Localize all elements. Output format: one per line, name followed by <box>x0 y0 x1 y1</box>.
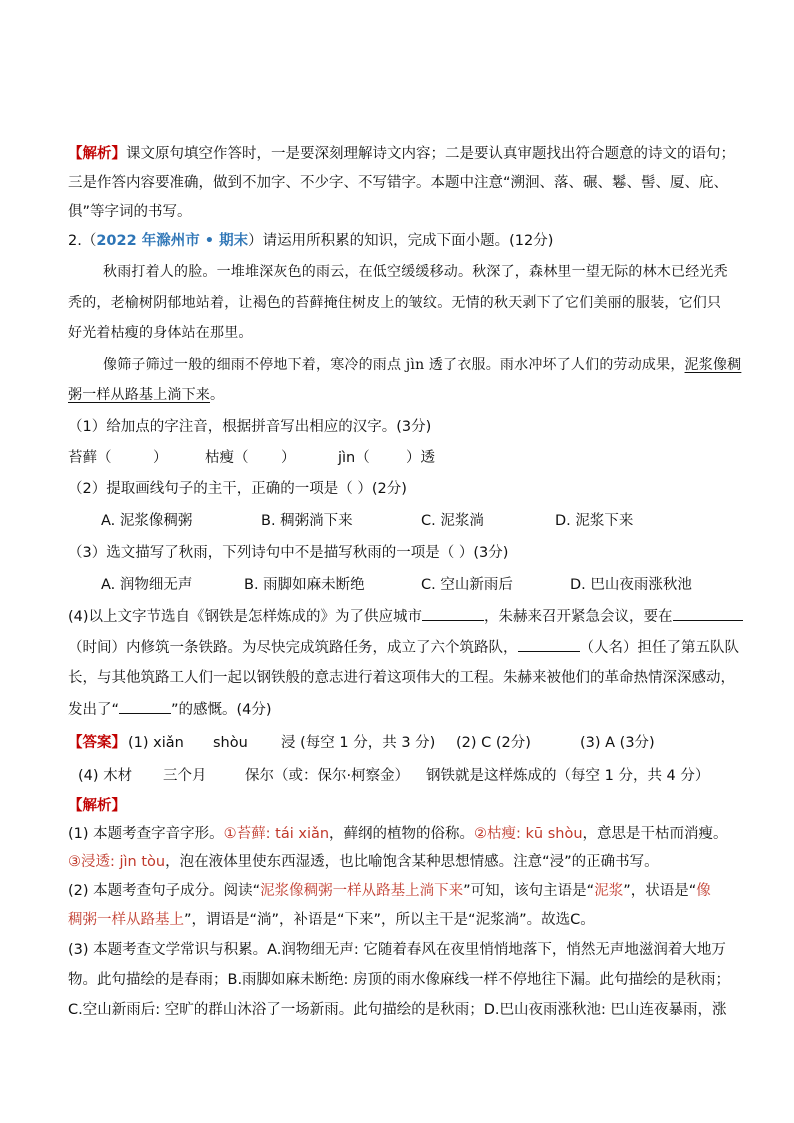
passage-line-1: 秋雨打着人的脸。一堆堆深灰色的雨云，在低空缓缓移动。秋深了，森林里一望无际的林木已经光秃 <box>103 264 728 280</box>
analysis-line-3 <box>68 881 728 901</box>
intro-line-3: 俱”等字词的书写。 <box>68 204 192 220</box>
q1-stem: （1）给加点的字注音，根据拼音写出相应的汉字。(3分) <box>68 419 432 435</box>
answer-4b: 三个月 <box>163 768 207 784</box>
analysis-1e: ，意思是干枯而消瘦。 <box>582 826 728 842</box>
passage-line-3: 好光着枯瘦的身体站在那里。 <box>68 325 253 341</box>
analysis-line-7: C.空山新雨后: 空旷的群山沐浴了一场新雨。此句描绘的是秋雨；D.巴山夜雨涨秋池: 巴山连夜暴雨，涨 <box>68 1002 727 1018</box>
analysis-tag-2: 【解析】 <box>68 798 126 814</box>
analysis-2a: (2) 本题考查句子成分。阅读“ <box>68 883 261 899</box>
answer-4d: 钢铁就是这样炼成的（每空 1 分，共 4 分） <box>426 768 710 784</box>
q1-word-1-close: ） <box>153 450 168 466</box>
analysis-2b: 泥浆像稠粥一样从路基上淌下来 <box>260 883 464 899</box>
passage-text: 像筛子筛过一般的细雨不停地下着，寒冷的雨点 jìn 透了衣服。雨水冲坏了人们的劳动成果， <box>103 357 685 373</box>
q3-option-d: D. 巴山夜雨涨秋池 <box>570 577 692 593</box>
answer-2: (2) C (2分) <box>456 735 531 751</box>
q4-text-2b: （人名）担任了第五队队 <box>579 640 739 656</box>
underlined-sentence-part-2: 粥一样从路基上淌下来 <box>68 387 210 403</box>
passage-end: 。 <box>210 387 225 403</box>
analysis-2d: 泥浆 <box>594 883 624 899</box>
question-header <box>68 231 728 251</box>
analysis-1d: ②枯瘦: kū shòu <box>474 826 583 842</box>
answer-1b: shòu <box>213 735 248 751</box>
q3-option-b: B. 雨脚如麻未断绝 <box>244 577 365 593</box>
analysis-1c: ，藓纲的植物的俗称。 <box>329 826 475 842</box>
q4-blank-time[interactable] <box>673 606 743 621</box>
q3-stem: （3）选文描写了秋雨，下列诗句中不是描写秋雨的一项是（ ）(3分) <box>68 545 509 561</box>
q3-option-c: C. 空山新雨后 <box>421 577 513 593</box>
answer-tag: 【答案】 <box>68 735 126 751</box>
question-number: 2.（ <box>68 233 97 249</box>
q1-word-3: jìn（ <box>338 450 370 466</box>
answer-3: (3) A (3分) <box>580 735 655 751</box>
passage-line-2: 秃的，老榆树阴郁地站着，让褐色的苔藓掩住树皮上的皱纹。无情的秋天剥下了它们美丽的服装，它们只 <box>68 295 722 311</box>
q4-line-2 <box>68 637 739 658</box>
analysis-line-4 <box>68 910 728 930</box>
q3-option-a: A. 润物细无声 <box>101 577 193 593</box>
question-prompt: ）请运用所积累的知识，完成下面小题。(12分) <box>248 233 554 249</box>
q4-text-2a: （时间）内修筑一条铁路。为尽快完成筑路任务，成立了六个筑路队， <box>68 640 518 656</box>
q4-line-3: 长，与其他筑路工人们一起以钢铁般的意志进行着这项伟大的工程。朱赫来被他们的革命热情深深感动， <box>68 670 735 686</box>
passage-line-5 <box>68 385 728 405</box>
q2-option-d: D. 泥浆下来 <box>555 513 634 529</box>
answer-4c: 保尔（或：保尔·柯察金） <box>245 768 410 784</box>
answer-1a: (1) xiǎn <box>128 735 184 751</box>
q2-option-b: B. 稠粥淌下来 <box>261 513 353 529</box>
intro-text-1: 课文原句填空作答时，一是要深刻理解诗文内容；二是要认真审题找出符合题意的诗文的语句； <box>126 146 735 162</box>
analysis-line-6: 物。此句描绘的是春雨；B.雨脚如麻未断绝: 房顶的雨水像麻线一样不停地往下漏。此句描绘的是秋雨； <box>68 972 731 988</box>
q4-blank-person[interactable] <box>518 637 580 652</box>
analysis-header <box>68 796 728 816</box>
q4-text-4a: 发出了“ <box>68 702 120 718</box>
q4-line-1 <box>68 606 728 627</box>
q1-word-2-close: ） <box>281 450 296 466</box>
analysis-2g: 稠粥一样从路基上 <box>68 912 184 928</box>
q1-word-1: 苔藓（ <box>68 450 112 466</box>
analysis-2f: 像 <box>696 883 711 899</box>
answer-1c: 浸 (每空 1 分，共 3 分) <box>281 735 436 751</box>
q4-text-1a: (4)以上文字节选自《钢铁是怎样炼成的》为了供应城市 <box>68 609 423 625</box>
intro-line-1 <box>68 144 735 164</box>
q4-text-4b: ”的感慨。(4分) <box>171 702 272 718</box>
analysis-1g: ，泡在液体里使东西湿透，也比喻饱含某种思想情感。注意“浸”的正确书写。 <box>165 854 659 870</box>
answer-4a: (4) 木材 <box>78 768 133 784</box>
q4-text-1b: ，朱赫来召开紧急会议，要在 <box>484 609 673 625</box>
q4-blank-quote[interactable] <box>119 699 171 714</box>
analysis-2c: ”可知，该句主语是“ <box>463 883 595 899</box>
underlined-sentence-part-1: 泥浆像稠 <box>684 357 742 373</box>
passage-line-4 <box>103 355 763 375</box>
analysis-1b: ①苔藓: tái xiǎn <box>223 826 330 842</box>
analysis-tag: 【解析】 <box>68 146 126 162</box>
q1-word-3-close: ）透 <box>406 450 435 466</box>
q2-option-a: A. 泥浆像稠粥 <box>101 513 193 529</box>
q4-line-4 <box>68 699 728 720</box>
q1-word-2: 枯瘦（ <box>205 450 249 466</box>
analysis-2h: ”，谓语是“淌”，补语是“下来”，所以主干是“泥浆淌”。故选C。 <box>184 912 595 928</box>
analysis-line-2 <box>68 852 728 872</box>
analysis-1f: ③浸透: jìn tòu <box>68 854 166 870</box>
q2-stem: （2）提取画线句子的主干，正确的一项是（ ）(2分) <box>68 481 407 497</box>
q4-blank-material[interactable] <box>422 606 484 621</box>
analysis-1a: (1) 本题考查字音字形。 <box>68 826 224 842</box>
question-source: 2022 年滁州市 • 期末 <box>96 233 249 249</box>
analysis-2e: ”，状语是“ <box>623 883 697 899</box>
q2-option-c: C. 泥浆淌 <box>421 513 484 529</box>
intro-line-2: 三是作答内容要准确，做到不加字、不少字、不写错字。本题中注意“溯洄、落、碾、鬈、髻、厦、庇、 <box>68 175 729 191</box>
analysis-line-5: (3) 本题考查文学常识与积累。A.润物细无声: 它随着春风在夜里悄悄地落下，悄然无声地滋润着大地万 <box>68 942 726 958</box>
analysis-line-1 <box>68 824 728 844</box>
